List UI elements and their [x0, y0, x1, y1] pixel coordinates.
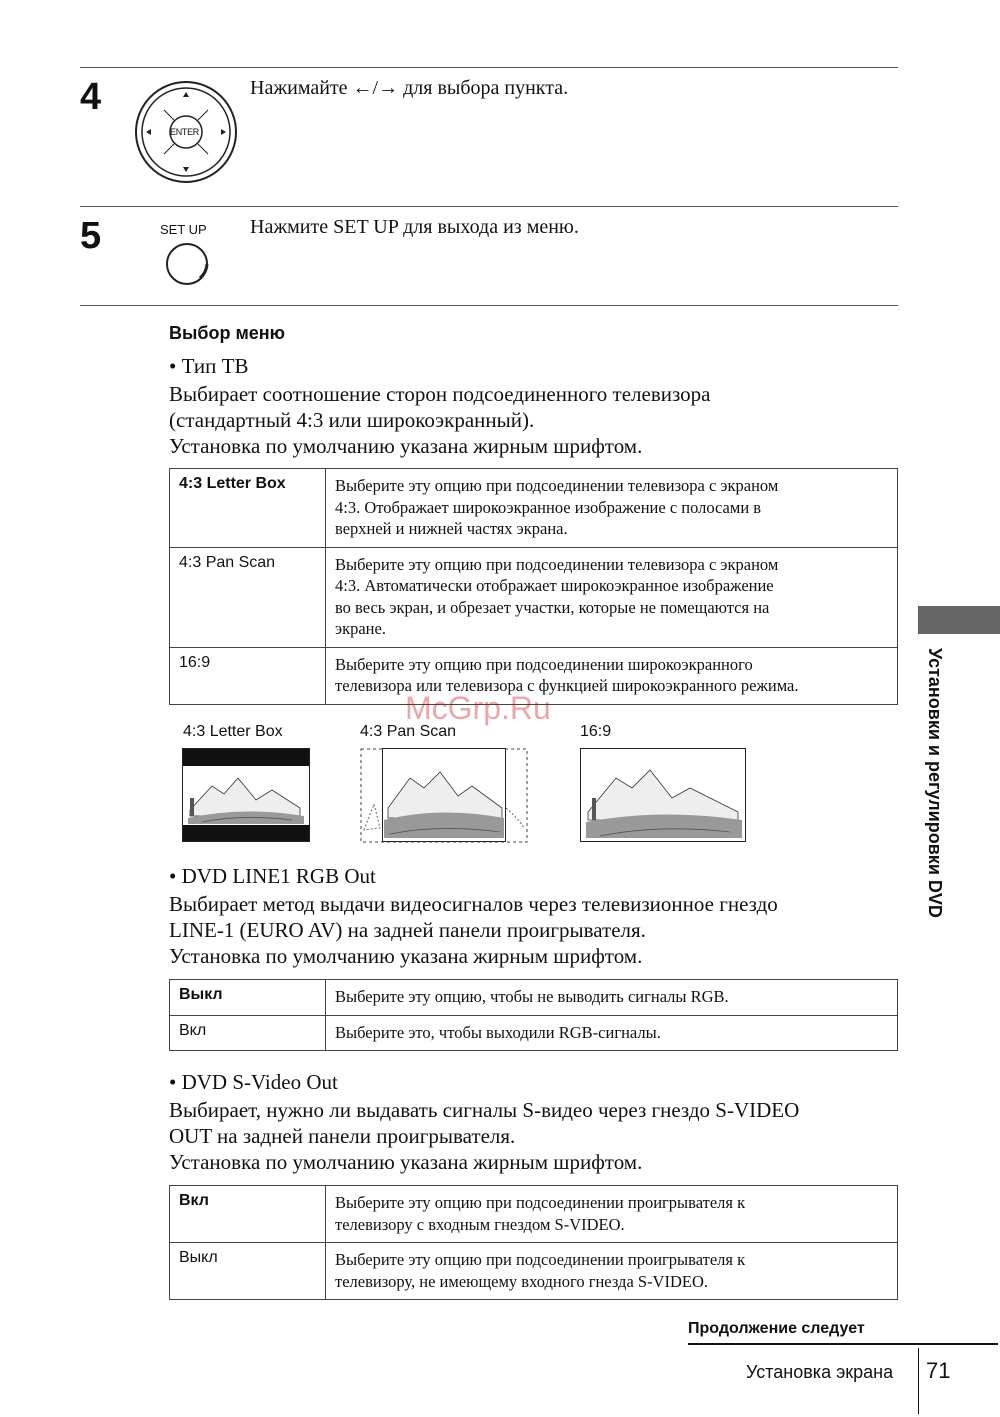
option-name: 4:3 Pan Scan — [170, 547, 326, 647]
tv-type-options-table — [169, 468, 898, 705]
svideo-desc-line: OUT на задней панели проигрывателя. — [169, 1124, 516, 1148]
sidebar-section-label — [915, 648, 955, 978]
option-name: 4:3 Letter Box — [170, 469, 326, 548]
option-desc-line: Выберите эту опцию при подсоединении проигрывателя к — [335, 1193, 746, 1212]
option-desc-line: Выберите эту опцию при подсоединении проигрывателя к — [335, 1250, 746, 1269]
option-name: Вкл — [170, 1015, 326, 1051]
option-desc-line: 4:3. Автоматически отображает широкоэкранное изображение — [335, 576, 774, 595]
step-5-number: 5 — [80, 215, 102, 257]
option-description — [326, 547, 898, 647]
option-desc-line: телевизору с входным гнездом S-VIDEO. — [335, 1214, 625, 1234]
enter-button-label: ENTER — [170, 127, 200, 137]
sidebar-tab — [918, 606, 1000, 634]
rgb-desc-line: Выбирает метод выдачи видеосигналов через телевизионное гнездо — [169, 892, 778, 916]
table-row — [170, 980, 898, 1016]
rgb-out-bullet: • DVD LINE1 RGB Out — [169, 864, 376, 888]
figure-label-169: 16:9 — [580, 723, 612, 740]
widescreen-illustration — [580, 748, 746, 844]
tv-type-bullet: • Тип ТВ — [169, 354, 249, 378]
option-name: Выкл — [170, 1243, 326, 1300]
tv-type-desc-line: (стандартный 4:3 или широкоэкранный). — [169, 408, 535, 432]
step-5-text: Нажмите SET UP для выхода из меню. — [250, 216, 579, 238]
option-name: Выкл — [170, 980, 326, 1016]
rgb-out-description — [169, 891, 778, 969]
option-desc-line: во весь экран, и обрезает участки, которые не помещаются на — [335, 597, 770, 617]
option-desc-line: Выберите эту опцию, чтобы не выводить сигналы RGB. — [335, 987, 729, 1006]
option-description — [326, 1243, 898, 1300]
option-name: 16:9 — [170, 647, 326, 704]
rule-top — [80, 67, 898, 68]
footer-section-title: Установка экрана — [746, 1362, 894, 1382]
svideo-desc-line: Выбирает, нужно ли выдавать сигналы S-видео через гнездо S-VIDEO — [169, 1098, 800, 1122]
sidebar-section-text: Установки и регулировки DVD — [925, 648, 945, 918]
tv-type-desc-line: Установка по умолчанию указана жирным шрифтом. — [169, 434, 643, 458]
figure-label-panscan: 4:3 Pan Scan — [360, 723, 457, 740]
footer-divider — [918, 1348, 919, 1414]
tv-type-desc-line: Выбирает соотношение сторон подсоединенного телевизора — [169, 382, 711, 406]
setup-button-label: SET UP — [160, 222, 207, 237]
svideo-out-description — [169, 1097, 799, 1175]
option-desc-line: телевизору, не имеющему входного гнезда S-VIDEO. — [335, 1271, 709, 1291]
option-desc-line: 4:3. Отображает широкоэкранное изображение с полосами в — [335, 497, 762, 517]
watermark: McGrp.Ru — [405, 690, 551, 726]
rule-mid — [80, 206, 898, 207]
svideo-out-bullet: • DVD S-Video Out — [169, 1070, 338, 1094]
letterbox-illustration — [182, 748, 310, 842]
option-desc-line: телевизора или телевизора с функцией широкоэкранного режима. — [335, 676, 799, 695]
figure-label-letterbox: 4:3 Letter Box — [183, 723, 283, 740]
setup-button-icon — [164, 242, 212, 288]
svideo-out-options-table — [169, 1185, 898, 1300]
option-desc-line: экране. — [335, 619, 386, 638]
option-name: Вкл — [170, 1186, 326, 1243]
table-row — [170, 547, 898, 647]
section-heading: Выбор меню — [169, 323, 286, 343]
table-row — [170, 469, 898, 548]
step-4-number: 4 — [80, 76, 102, 118]
svideo-desc-line: Установка по умолчанию указана жирным шрифтом. — [169, 1150, 643, 1174]
rgb-desc-line: LINE-1 (EURO AV) на задней панели проигрывателя. — [169, 918, 646, 942]
option-description — [326, 1186, 898, 1243]
option-desc-line: Выберите эту опцию при подсоединении телевизора с экраном — [335, 554, 779, 574]
option-description — [326, 980, 898, 1016]
panscan-illustration — [360, 748, 528, 844]
step-4-text: Нажимайте ←/→ для выбора пункта. — [250, 77, 569, 99]
footer-rule — [688, 1343, 998, 1345]
option-description — [326, 1015, 898, 1051]
rule-bottom — [80, 305, 898, 306]
tv-type-description — [169, 381, 711, 459]
option-desc-line: Выберите эту опцию при подсоединении широкоэкранного — [335, 654, 753, 674]
continued-note: Продолжение следует — [688, 1320, 865, 1337]
option-description — [326, 469, 898, 548]
table-row — [170, 1015, 898, 1051]
option-desc-line: Выберите это, чтобы выходили RGB-сигналы. — [335, 1022, 661, 1042]
rgb-desc-line: Установка по умолчанию указана жирным шрифтом. — [169, 944, 643, 968]
option-desc-line: верхней и нижней частях экрана. — [335, 519, 568, 538]
page-number: 71 — [926, 1358, 951, 1383]
table-row — [170, 1243, 898, 1300]
rgb-out-options-table — [169, 979, 898, 1051]
table-row — [170, 1186, 898, 1243]
option-desc-line: Выберите эту опцию при подсоединении телевизора с экраном — [335, 476, 779, 495]
